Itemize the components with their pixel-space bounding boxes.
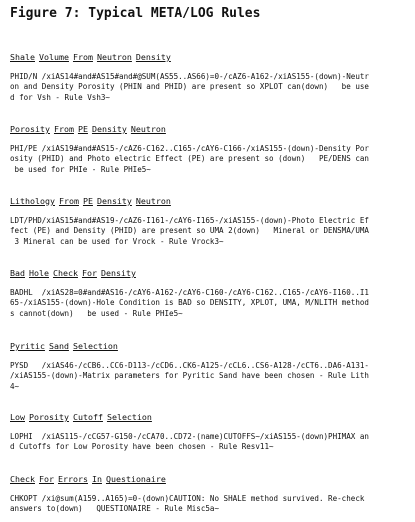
rule-heading <box>10 474 408 484</box>
rule-block <box>10 52 408 103</box>
heading-word: From <box>53 124 74 134</box>
heading-word: Selection <box>72 341 118 351</box>
rule-line: d for Vsh - Rule Vsh3~ <box>10 92 110 102</box>
rule-line: PHI/PE /xiAS19#and#AS15-/cAZ6-C162..C165-/cAY6-C166-/xiAS155-(down)-Density Por <box>10 144 369 153</box>
heading-word: Errors <box>57 474 88 484</box>
heading-word: Cutoff <box>72 412 103 422</box>
heading-word: Lithology <box>10 196 55 206</box>
heading-word: Neutron <box>135 196 171 206</box>
heading-word: Shale <box>10 52 35 62</box>
rule-line: BADHL /xiAS28=0#and#AS16-/cAY6-A162-/cAY6-C160-/cAY6-C162..C165-/cAY6-I160..I1 <box>10 288 369 297</box>
rule-text <box>10 216 408 247</box>
rule-block <box>10 196 408 247</box>
heading-word: Check <box>10 474 35 484</box>
rule-heading <box>10 124 408 134</box>
heading-word: Porosity <box>10 124 50 134</box>
rule-block <box>10 474 408 515</box>
rule-line: CHKOPT /xi@sum(A159..A165)=0-(down)CAUTION: No SHALE method survived. Re-check <box>10 494 365 503</box>
heading-word: Density <box>135 52 171 62</box>
heading-word: Hole <box>29 268 49 278</box>
rule-block <box>10 124 408 175</box>
rule-line: answers to(down) QUESTIONAIRE - Rule Misc5a~ <box>10 504 220 514</box>
heading-word: From <box>72 52 93 62</box>
rule-line: osity (PHID) and Photo electric Effect (PE) are present so (down) PE/DENS can <box>10 154 369 164</box>
rule-heading <box>10 412 408 422</box>
rule-text <box>10 361 408 392</box>
heading-word: Density <box>96 196 132 206</box>
rule-line: d Cutoffs for Low Porosity have been chosen - Rule Resv11~ <box>10 442 274 452</box>
heading-word: From <box>58 196 79 206</box>
rule-text <box>10 432 408 453</box>
rule-text <box>10 288 408 319</box>
heading-word: Density <box>91 124 127 134</box>
rule-text <box>10 494 408 515</box>
rule-heading <box>10 341 408 351</box>
rule-line: on and Density Porosity (PHIN and PHID) are present so XPLOT can(down) be use <box>10 82 369 92</box>
rule-block <box>10 341 408 392</box>
rule-line: fect (PE) and Density (PHID) are present so UMA 2(down) Mineral or DENSMA/UMA <box>10 226 369 236</box>
heading-word: In <box>91 474 102 484</box>
heading-word: Bad <box>10 268 25 278</box>
rule-line: be used for PHIe - Rule PHIe5~ <box>10 164 151 174</box>
rule-line: PYSD /xiAS46-/cCB6..CC6-D113-/cCD6..CK6-A125-/cCL6..CS6-A128-/cCT6..DA6-A131- <box>10 361 369 370</box>
rule-line: LDT/PHD/xiAS15#and#AS19-/cAZ6-I161-/cAY6-I165-/xiAS155-(down)-Photo Electric Ef <box>10 216 369 225</box>
rule-line: LOPHI /xiAS115-/cCG57-G150-/cCA70..CD72-(name)CUTOFFS~/xiAS155-(down)PHIMAX an <box>10 432 369 441</box>
heading-word: Porosity <box>29 412 69 422</box>
rule-text <box>10 72 408 103</box>
rule-line: s cannot(down) be used - Rule PHIe5~ <box>10 308 183 318</box>
rule-text <box>10 144 408 175</box>
heading-word: Check <box>52 268 78 278</box>
rule-block <box>10 268 408 319</box>
heading-word: Volume <box>38 52 69 62</box>
rule-heading <box>10 196 408 206</box>
heading-word: For <box>81 268 97 278</box>
heading-word: Questionaire <box>105 474 166 484</box>
rule-line: /xiAS155-(down)-Matrix parameters for Pyritic Sand have been chosen - Rule Lith <box>10 371 369 381</box>
heading-word: Selection <box>106 412 152 422</box>
rule-heading <box>10 268 408 278</box>
heading-word: Neutron <box>96 52 132 62</box>
heading-word: Neutron <box>130 124 166 134</box>
rule-line: 3 Mineral can be used for Vrock - Rule Vrock3~ <box>10 236 224 246</box>
heading-word: Low <box>10 412 25 422</box>
rule-block <box>10 412 408 453</box>
heading-word: PE <box>77 124 88 134</box>
heading-word: Density <box>100 268 136 278</box>
rule-heading <box>10 52 408 62</box>
figure-title: Figure 7: Typical META/LOG Rules <box>10 6 261 21</box>
heading-word: For <box>38 474 54 484</box>
heading-word: Sand <box>48 341 69 351</box>
rule-line: 65-/xiAS155-(down)-Hole Condition is BAD so DENSITY, XPLOT, UMA, M/NLITH method <box>10 298 369 308</box>
heading-word: Pyritic <box>10 341 45 351</box>
heading-word: PE <box>82 196 93 206</box>
rule-line: PHID/N /xiAS14#and#AS15#and#@SUM(AS55..AS66)=0-/cAZ6-A162-/xiAS155-(down)-Neutr <box>10 72 369 81</box>
rule-line: 4~ <box>10 381 20 391</box>
